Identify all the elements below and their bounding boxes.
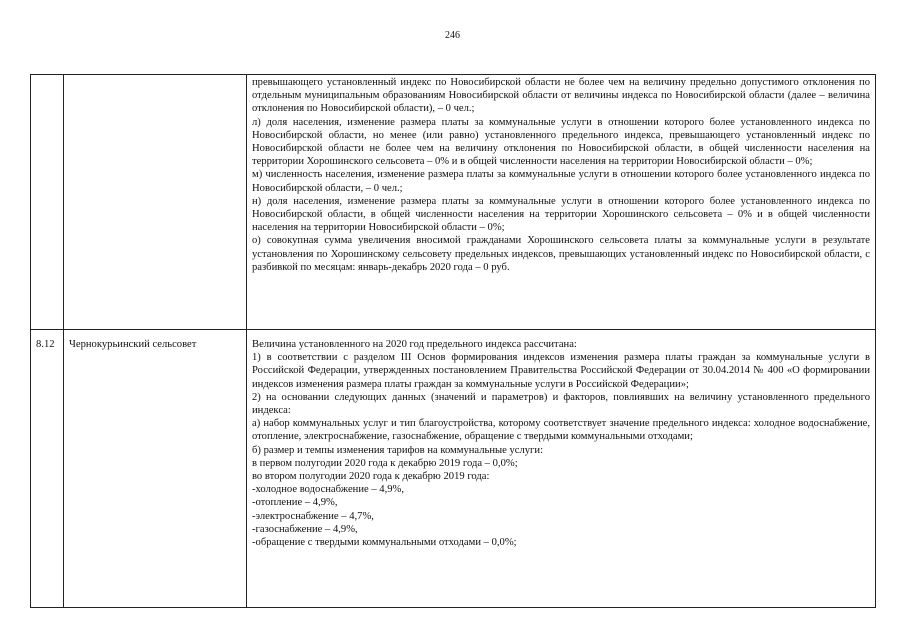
- paragraph: л) доля населения, изменение размера платы за коммунальные услуги в отношении которого более установленного индекса по Новосибирской области, но менее (или равно) установленного предельного индекса, превышающего установленный индекс по Новосибирской области не более чем на величину отклонения по Новосибирской области, в общей численности населения на территории Хорошинского сельсовета – 0% и в общей численности населения на территории Новосибирской области – 0%;: [252, 116, 870, 168]
- description-cell: [247, 330, 876, 608]
- paragraph: Величина установленного на 2020 год предельного индекса рассчитана:: [252, 339, 577, 350]
- paragraph: превышающего установленный индекс по Новосибирской области не более чем на величину предельно допустимого отклонения по отдельным муниципальным образованиям Новосибирской области от величины индекса по Новосибирской области (далее – величина отклонения по Новосибирской области), – 0 чел.;: [252, 77, 870, 115]
- paragraph: 2) на основании следующих данных (значений и параметров) и факторов, повлиявших на величину установленного предельного индекса:: [252, 391, 870, 417]
- paragraph: в первом полугодии 2020 года к декабрю 2019 года – 0,0%;: [252, 457, 518, 469]
- paragraph: -электроснабжение – 4,7%,: [252, 510, 374, 522]
- paragraph: во втором полугодии 2020 года к декабрю 2019 года:: [252, 471, 490, 483]
- paragraph: о) совокупная сумма увеличения вносимой гражданами Хорошинского сельсовета платы за коммунальные услуги в результате установления по Хорошинскому сельсовету предельных индексов, превышающих установленный индекс по Новосибирской области, с разбивкой по месяцам: январь-декабрь 2020 года – 0 руб.: [252, 235, 870, 273]
- row-number-cell: [31, 75, 64, 330]
- municipality-name-cell: [64, 75, 247, 330]
- row-number-cell: 8.12: [31, 330, 64, 608]
- table-row: [31, 75, 876, 330]
- paragraph: -газоснабжение – 4,9%,: [252, 523, 358, 535]
- paragraph: а) набор коммунальных услуг и тип благоустройства, которому соответствует значение предельного индекса: холодное водоснабжение, отопление, электроснабжение, газоснабжение, обращение с твердыми коммунальными отходами;: [252, 418, 870, 443]
- page-number: 246: [445, 30, 460, 41]
- paragraph: -холодное водоснабжение – 4,9%,: [252, 484, 404, 496]
- paragraph: б) размер и темпы изменения тарифов на коммунальные услуги:: [252, 444, 544, 456]
- document-table: [30, 74, 876, 608]
- description-cell: [247, 75, 876, 330]
- paragraph: -обращение с твердыми коммунальными отходами – 0,0%;: [252, 537, 517, 549]
- paragraph: м) численность населения, изменение размера платы за коммунальные услуги в отношении которого более установленного индекса по Новосибирской области, – 0 чел.;: [252, 169, 870, 194]
- paragraph: -отопление – 4,9%,: [252, 497, 338, 509]
- table-row: [31, 330, 876, 608]
- paragraph: 1) в соответствии с разделом III Основ формирования индексов изменения размера платы граждан за коммунальные услуги в Российской Федерации, утвержденных постановлением Правительства Российской Федерации от 30.04.2014 № 400 «О формировании индексов изменения размера платы граждан за коммунальные услуги в Российской Федерации»;: [252, 352, 870, 390]
- paragraph: н) доля населения, изменение размера платы за коммунальные услуги в отношении которого более установленного индекса по Новосибирской области, в общей численности населения на территории Хорошинского сельсовета – 0% и в общей численности населения на территории Новосибирской области – 0%;: [252, 195, 870, 234]
- municipality-name-cell: Чернокурьинский сельсовет: [64, 330, 247, 608]
